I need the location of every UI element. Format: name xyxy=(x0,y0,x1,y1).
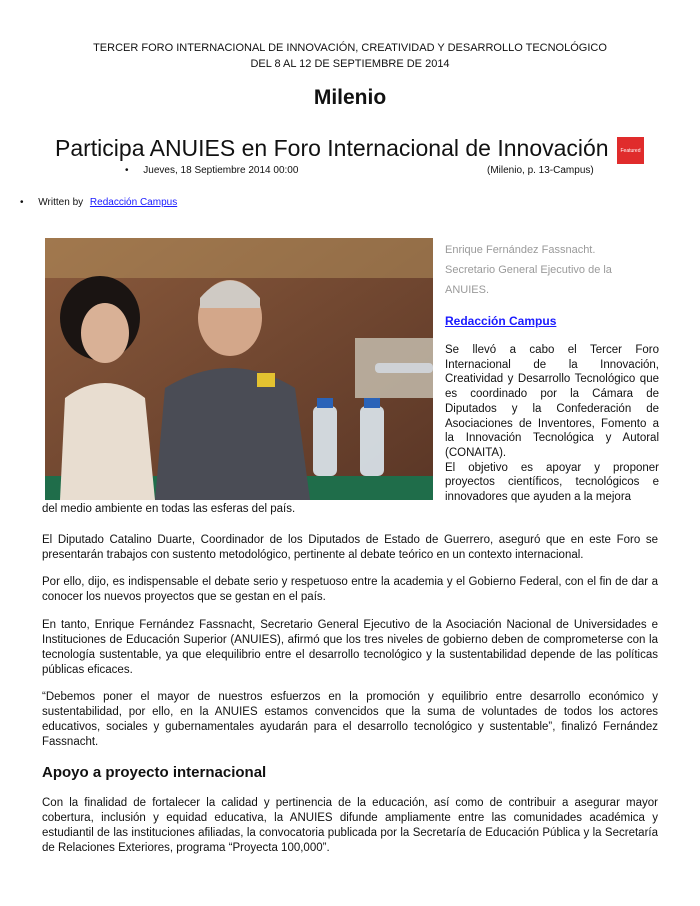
article-photo xyxy=(45,238,433,500)
caption-line: ANUIES. xyxy=(445,284,490,296)
article-source: (Milenio, p. 13-Campus) xyxy=(487,165,594,176)
report-header-title: TERCER FORO INTERNACIONAL DE INNOVACIÓN, CREATIVIDAD Y DESARROLLO TECNOLÓGICO xyxy=(93,42,607,54)
caption-line: Secretario General Ejecutivo de la xyxy=(445,264,612,276)
byline xyxy=(20,197,177,208)
section-subheading: Apoyo a proyecto internacional xyxy=(42,764,267,781)
body-paragraph: “Debemos poner el mayor de nuestros esfuerzos en la promoción y equilibrio entre desarrollo económico y sustentabilidad, por ello, en la ANUIES estamos convencidos que la suma de voluntades de todos los actores educativos, sociales y gubernamentales ayudarán para el desarrollo tecnológico y sustentable”, finalizó Fernández Fassnacht. xyxy=(42,691,658,748)
body-paragraph: Por ello, dijo, es indispensable el debate serio y respetuoso entre la academia y el Gobierno Federal, con el fin de dar a conocer los nuevos proyectos que se gestan en el país. xyxy=(42,576,658,603)
featured-label: Featured xyxy=(620,147,641,154)
intro-paragraph: Se llevó a cabo el Tercer Foro Internacional de la Innovación, Creatividad y Desarrollo Tecnológico que es coordinado por la Cámara de Diputados y la Confederación de Asociaciones de Inventores, Fomento a la Innovación Tecnológica y Autoral (CONAITA). xyxy=(445,344,659,459)
body-paragraph: En tanto, Enrique Fernández Fassnacht, Secretario General Ejecutivo de la Asociación Nacional de Universidades e Instituciones de Educación Superior (ANUIES), afirmó que los tres niveles de gobierno deben de comprometerse con la tecnología sustentable, ya que elequilibrio entre el desarrollo tecnológico y la sustentabilidad depende de las políticas públicas eficaces. xyxy=(42,619,658,676)
body-paragraph: Con la finalidad de fortalecer la calidad y pertinencia de la educación, así como de contribuir a asegurar mayor cobertura, inclusión y equidad educativa, la ANUIES difunde ampliamente entre las comunidades académica y estudiantil de las instituciones afiliadas, la convocatoria publicada por la Secretaría de Educación Pública y la Secretaría de Relaciones Exteriores, programa “Proyecta 100,000”. xyxy=(42,797,658,854)
article-headline: Participa ANUIES en Foro Internacional de Innovación xyxy=(55,135,609,161)
intro-continuation: del medio ambiente en todas las esferas del país. xyxy=(42,503,296,515)
author-link[interactable]: Redacción Campus xyxy=(445,314,557,328)
featured-badge-icon xyxy=(617,137,644,164)
publication-name: Milenio xyxy=(313,86,387,109)
byline-prefix: Written by xyxy=(38,197,84,208)
body-paragraph: El Diputado Catalino Duarte, Coordinador de los Diputados de Estado de Guerrero, aseguró que en este Foro se presentarán trabajos con sustento metodológico, pertinente al debate teórico en un contexto internacional. xyxy=(42,534,658,561)
photo-illustration xyxy=(45,238,433,500)
article-date: Jueves, 18 Septiembre 2014 00:00 xyxy=(143,165,299,176)
photo-caption xyxy=(445,240,665,300)
byline-author-link[interactable]: Redacción Campus xyxy=(89,197,178,208)
bullet-icon: • xyxy=(125,165,129,176)
caption-line: Enrique Fernández Fassnacht. xyxy=(445,244,596,256)
intro-paragraph: El objetivo es apoyar y proponer proyectos científicos, tecnológicos e innovadores que ayuden a la mejora xyxy=(445,461,659,504)
report-header-dates: DEL 8 AL 12 DE SEPTIEMBRE DE 2014 xyxy=(250,58,450,70)
meta-date-row xyxy=(125,165,298,176)
bullet-icon: • xyxy=(20,197,24,208)
intro-text xyxy=(445,343,659,505)
